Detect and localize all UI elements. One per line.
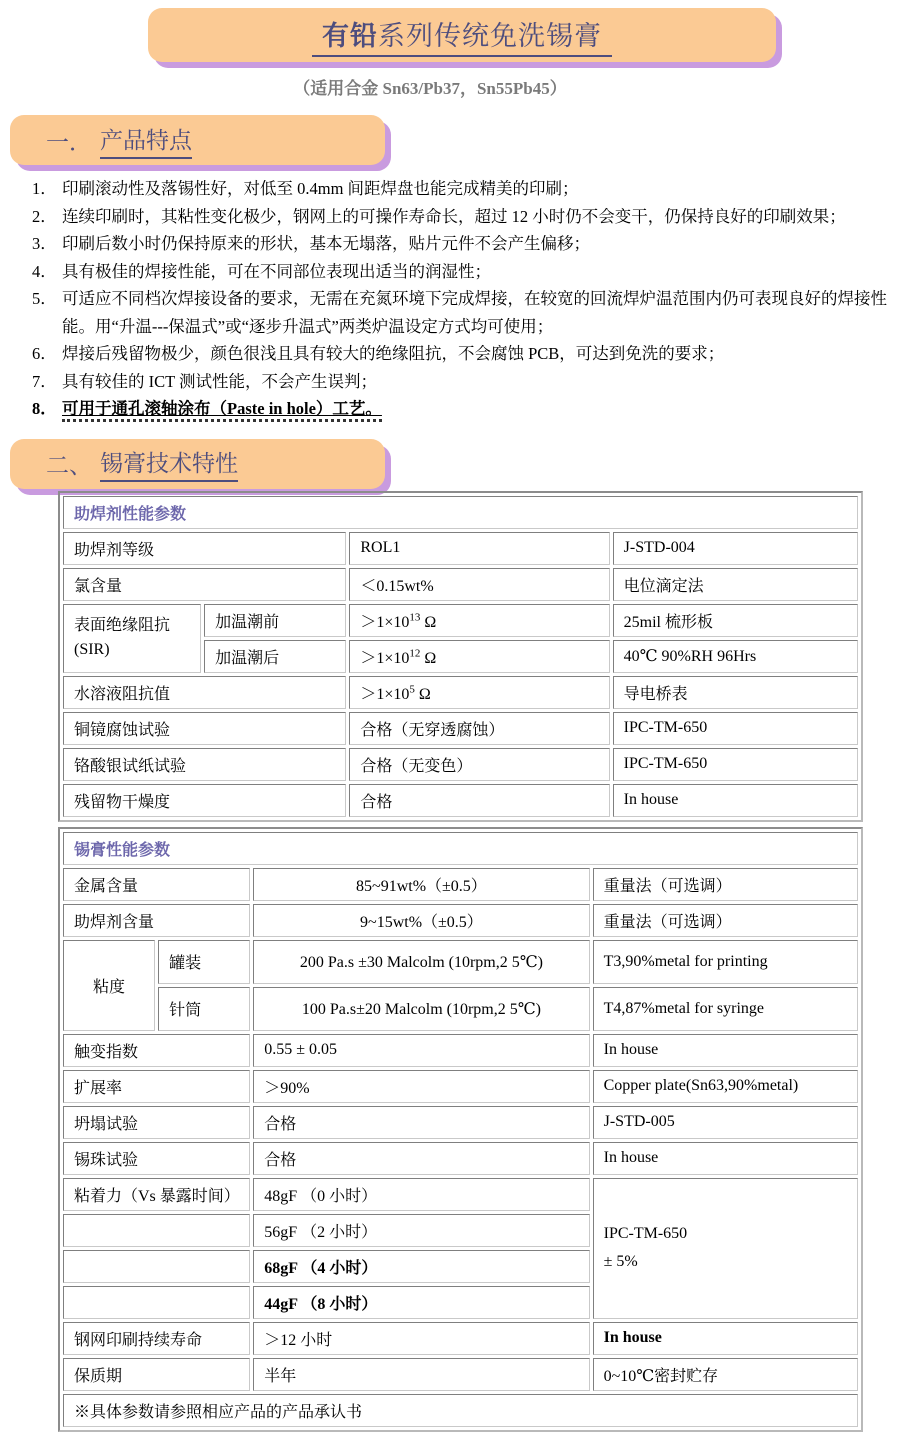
viscosity-jar-method: T3,90%metal for printing	[593, 940, 858, 984]
tackiness-0h-value: 48gF （0 小时）	[253, 1178, 589, 1211]
sir-after-method: 40℃ 90%RH 96Hrs	[613, 640, 858, 673]
section1-heading-banner	[10, 115, 385, 165]
sir-before-method: 25mil 梳形板	[613, 604, 858, 637]
metal-content-label: 金属含量	[63, 868, 250, 901]
solder-ball-method: In house	[593, 1142, 858, 1175]
empty-cell	[63, 1250, 250, 1283]
water-exponent: 5	[409, 683, 415, 696]
section2-title: 锡膏技术特性	[100, 445, 238, 482]
stencil-life-method: In house	[593, 1322, 858, 1355]
water-unit: Ω	[414, 685, 431, 703]
tackiness-label: 粘着力（Vs 暴露时间）	[63, 1178, 250, 1211]
sir-label	[63, 604, 201, 673]
paste-table-header: 锡膏性能参数	[63, 832, 858, 865]
feature-number: 4．	[32, 261, 57, 281]
feature-number: 3．	[32, 234, 57, 253]
copper-mirror-method: IPC-TM-650	[613, 712, 858, 745]
sir-before-unit: Ω	[420, 613, 437, 631]
sir-label-line1: 表面绝缘阻抗	[74, 617, 171, 634]
tackiness-method-line2: ± 5%	[603, 1253, 638, 1270]
viscosity-syringe-sublabel: 针筒	[158, 987, 250, 1031]
residue-dryness-value: 合格	[349, 784, 609, 817]
sir-before-exponent: 13	[409, 611, 421, 624]
shelf-life-method: 0~10℃密封贮存	[593, 1358, 858, 1391]
section2-heading-banner	[10, 439, 385, 489]
viscosity-jar-sublabel: 罐装	[158, 940, 250, 984]
copper-mirror-value: 合格（无穿透腐蚀）	[349, 712, 609, 745]
title-rest-part: 系列传统免洗锡膏	[378, 20, 602, 51]
alloy-subtitle: （适用合金 Sn63/Pb37，Sn55Pb45）	[293, 79, 567, 98]
feature-item-2	[32, 203, 910, 231]
feature-item-7	[32, 368, 910, 396]
water-resistance-value	[349, 676, 609, 709]
sir-after-unit: Ω	[420, 649, 437, 667]
chlorine-method: 电位滴定法	[613, 568, 858, 601]
solder-ball-value: 合格	[253, 1142, 589, 1175]
flux-grade-method: J-STD-004	[613, 532, 858, 565]
water-base: ＞1×10	[360, 685, 410, 703]
water-resistance-label: 水溶液阻抗值	[63, 676, 346, 709]
feature-list	[32, 175, 910, 423]
feature-item-3	[32, 230, 910, 258]
title-banner	[148, 8, 776, 62]
empty-cell	[63, 1214, 250, 1247]
sir-after-value	[349, 640, 609, 673]
feature-8-underlined-text: 可用于通孔滚轴涂布（Paste in hole）工艺。	[62, 399, 382, 422]
feature-item-8	[32, 395, 910, 423]
feature-number: 6．	[32, 344, 57, 363]
feature-text: 印刷滚动性及落锡性好，对低至 0.4mm 间距焊盘也能完成精美的印刷；	[62, 179, 579, 198]
spread-rate-method: Copper plate(Sn63,90%metal)	[593, 1070, 858, 1103]
section1-title: 产品特点	[100, 122, 192, 159]
feature-item-6	[32, 340, 910, 368]
title-bold-part: 有铅	[322, 20, 378, 51]
sir-before-value	[349, 604, 609, 637]
feature-text	[62, 395, 910, 423]
empty-cell	[63, 1286, 250, 1319]
thixotropy-method: In house	[593, 1034, 858, 1067]
water-resistance-method: 导电桥表	[613, 676, 858, 709]
shelf-life-value: 半年	[253, 1358, 589, 1391]
flux-grade-label: 助焊剂等级	[63, 532, 346, 565]
viscosity-label: 粘度	[63, 940, 155, 1031]
feature-number: 8．	[32, 399, 57, 418]
copper-mirror-label: 铜镜腐蚀试验	[63, 712, 346, 745]
thixotropy-value: 0.55 ± 0.05	[253, 1034, 589, 1067]
feature-number: 5．	[32, 289, 57, 308]
flux-content-label: 助焊剂含量	[63, 904, 250, 937]
sir-label-line2: (SIR)	[74, 641, 110, 658]
feature-text: 可适应不同档次焊接设备的要求，无需在充氮环境下完成焊接，在较宽的回流焊炉温范围内仍可表现良好的焊接性能。用“升温---保温式”或“逐步升温式”两类炉温设定方式均可使用；	[62, 289, 887, 336]
silver-chromate-method: IPC-TM-650	[613, 748, 858, 781]
spread-rate-label: 扩展率	[63, 1070, 250, 1103]
section2-number: 二、	[46, 453, 92, 478]
tackiness-method-line1: IPC-TM-650	[603, 1225, 688, 1242]
feature-item-4	[32, 258, 910, 286]
residue-dryness-method: In house	[613, 784, 858, 817]
table-footnote: ※具体参数请参照相应产品的产品承认书	[63, 1394, 858, 1427]
flux-content-method: 重量法（可选调）	[593, 904, 858, 937]
chlorine-value: ＜0.15wt%	[349, 568, 609, 601]
sir-after-sublabel: 加温潮后	[204, 640, 346, 673]
feature-number: 2．	[32, 206, 57, 226]
sir-before-sublabel: 加温潮前	[204, 604, 346, 637]
tackiness-method	[593, 1178, 858, 1319]
feature-text: 连续印刷时，其粘性变化极少，钢网上的可操作寿命长，超过 12 小时仍不会变干，仍保持良好的印刷效果；	[62, 206, 846, 226]
flux-table-header: 助焊剂性能参数	[63, 496, 858, 529]
feature-text: 具有极佳的焊接性能，可在不同部位表现出适当的润湿性；	[62, 261, 491, 281]
silver-chromate-label: 铬酸银试纸试验	[63, 748, 346, 781]
spread-rate-value: ＞90%	[253, 1070, 589, 1103]
paste-performance-table	[58, 827, 863, 1432]
residue-dryness-label: 残留物干燥度	[63, 784, 346, 817]
viscosity-syringe-value: 100 Pa.s±20 Malcolm (10rpm,2 5℃)	[253, 987, 589, 1031]
tackiness-8h-value: 44gF （8 小时）	[253, 1286, 589, 1319]
feature-item-1	[32, 175, 910, 203]
slump-test-method: J-STD-005	[593, 1106, 858, 1139]
flux-grade-value: ROL1	[349, 532, 609, 565]
slump-test-label: 坍塌试验	[63, 1106, 250, 1139]
metal-content-method: 重量法（可选调）	[593, 868, 858, 901]
viscosity-jar-value: 200 Pa.s ±30 Malcolm (10rpm,2 5℃)	[253, 940, 589, 984]
tackiness-4h-value: 68gF （4 小时）	[253, 1250, 589, 1283]
thixotropy-label: 触变指数	[63, 1034, 250, 1067]
solder-ball-label: 锡珠试验	[63, 1142, 250, 1175]
viscosity-syringe-method: T4,87%metal for syringe	[593, 987, 858, 1031]
feature-text: 印刷后数小时仍保持原来的形状，基本无塌落，贴片元件不会产生偏移；	[62, 234, 590, 253]
feature-text: 焊接后残留物极少，颜色很浅且具有较大的绝缘阻抗，不会腐蚀 PCB，可达到免洗的要求；	[62, 344, 725, 363]
slump-test-value: 合格	[253, 1106, 589, 1139]
document-title	[312, 14, 612, 57]
feature-number: 1．	[32, 179, 57, 198]
feature-item-5	[32, 285, 910, 340]
sir-after-base: ＞1×10	[360, 649, 410, 667]
stencil-life-label: 钢网印刷持续寿命	[63, 1322, 250, 1355]
feature-text: 具有较佳的 ICT 测试性能，不会产生误判；	[62, 371, 378, 391]
stencil-life-value: ＞12 小时	[253, 1322, 589, 1355]
sir-after-exponent: 12	[409, 647, 421, 660]
chlorine-label: 氯含量	[63, 568, 346, 601]
sir-before-base: ＞1×10	[360, 613, 410, 631]
section1-number: 一．	[46, 129, 92, 155]
metal-content-value: 85~91wt%（±0.5）	[253, 868, 589, 901]
shelf-life-label: 保质期	[63, 1358, 250, 1391]
tackiness-2h-value: 56gF （2 小时）	[253, 1214, 589, 1247]
flux-content-value: 9~15wt%（±0.5）	[253, 904, 589, 937]
feature-number: 7．	[32, 371, 57, 391]
flux-performance-table	[58, 491, 863, 822]
silver-chromate-value: 合格（无变色）	[349, 748, 609, 781]
